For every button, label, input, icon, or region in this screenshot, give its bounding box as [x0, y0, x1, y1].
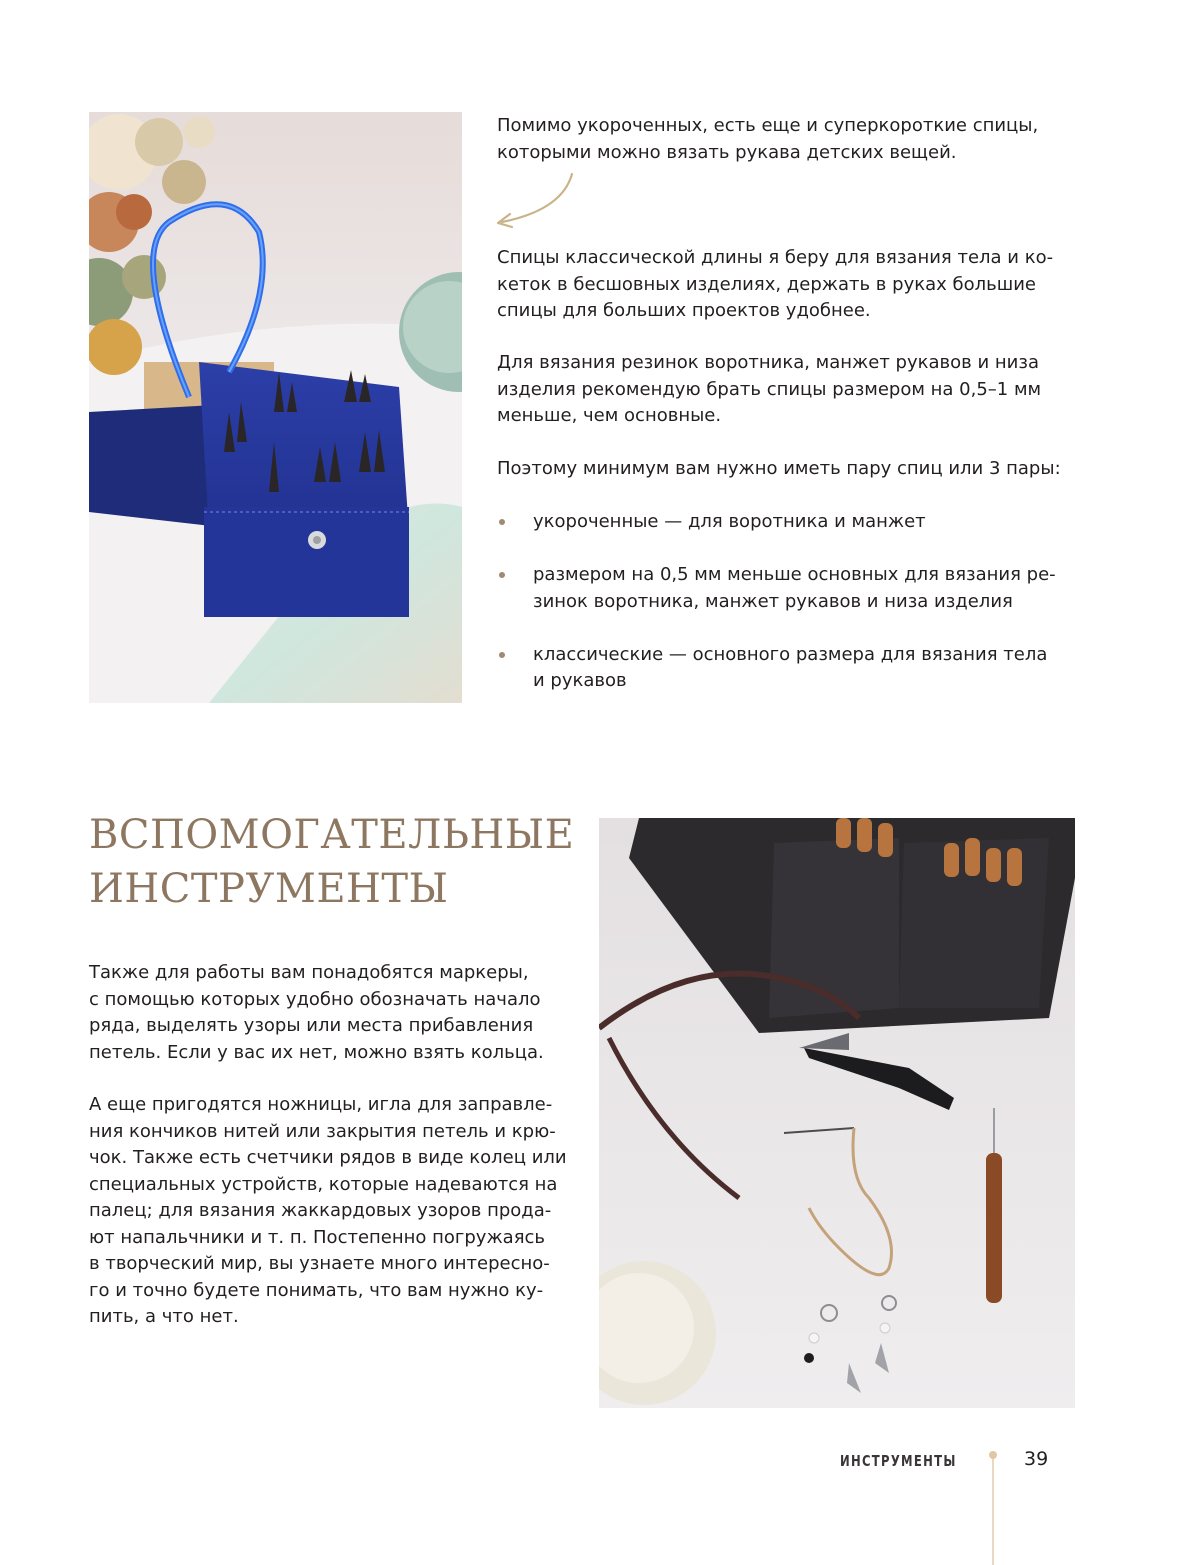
text-line: которыми можно вязать рукава детских вещей. [497, 141, 957, 163]
text-line: изделия рекомендую брать спицы размером на 0,5–1 мм [497, 378, 1042, 400]
text-line: ют напальчники и т. п. Постепенно погружаясь [89, 1226, 546, 1248]
text-line: А еще пригодятся ножницы, игла для заправле- [89, 1094, 553, 1115]
text-line: зинок воротника, манжет рукавов и низа изделия [533, 590, 1013, 612]
paragraph-other-tools [89, 1092, 567, 1331]
text-line: Поэтому минимум вам нужно иметь пару спиц или 3 пары: [497, 458, 1061, 479]
text-line: укороченные — для воротника и манжет [533, 511, 926, 532]
footer-divider [992, 1456, 994, 1565]
paragraph-markers [89, 960, 544, 1066]
curved-arrow-icon [492, 170, 578, 232]
bullet-icon [499, 519, 505, 525]
text-line: го и точно будете понимать, что вам нужно ку- [89, 1279, 544, 1301]
text-line: в творческий мир, вы узнаете много интересно- [89, 1253, 550, 1274]
text-line: размером на 0,5 мм меньше основных для вязания ре- [533, 564, 1056, 585]
heading-line: ВСПОМОГАТЕЛЬНЫЕ [89, 812, 575, 858]
text-line: кеток в бесшовных изделиях, держать в руках большие [497, 273, 1036, 295]
text-line: спицы для больших проектов удобнее. [497, 300, 871, 321]
text-line: Также для работы вам понадобятся маркеры, [89, 962, 529, 983]
text-line: петель. Если у вас их нет, можно взять кольца. [89, 1041, 544, 1063]
text-line: Спицы классической длины я беру для вязания тела и ко- [497, 247, 1054, 268]
text-line: и рукавов [533, 670, 627, 691]
paragraph-minimum-set [497, 456, 1061, 483]
bullet-icon [499, 652, 505, 658]
text-line: палец; для вязания жаккардовых узоров прода- [89, 1200, 552, 1221]
photo-needles-case [89, 112, 462, 703]
intro-note [497, 113, 1038, 166]
text-line: пить, а что нет. [89, 1306, 239, 1327]
page-number: 39 [1024, 1448, 1049, 1470]
text-line: чок. Также есть счетчики рядов в виде колец или [89, 1147, 567, 1168]
text-line: ния кончиков нитей или закрытия петель и крю- [89, 1120, 556, 1142]
text-line: ряда, выделять узоры или места прибавления [89, 1015, 534, 1036]
text-line: с помощью которых удобно обозначать начало [89, 988, 541, 1010]
text-line: меньше, чем основные. [497, 405, 722, 426]
list-item [497, 642, 1056, 695]
footer-dot-icon [989, 1451, 997, 1459]
text-line: классические — основного размера для вязания тела [533, 643, 1048, 665]
list-item [497, 509, 1056, 536]
text-line: Для вязания резинок воротника, манжет рукавов и низа [497, 352, 1039, 373]
bullet-icon [499, 572, 505, 578]
list-item [497, 562, 1056, 615]
photo-auxiliary-tools [599, 818, 1075, 1408]
paragraph-classic-needles [497, 245, 1053, 325]
paragraph-ribbing-needles [497, 350, 1041, 430]
needle-types-list [497, 509, 1056, 721]
text-line: специальных устройств, которые надеваются на [89, 1173, 558, 1195]
heading-line: ИНСТРУМЕНТЫ [89, 866, 449, 912]
footer-section-label: ИНСТРУМЕНТЫ [840, 1452, 957, 1470]
section-heading [89, 808, 574, 916]
text-line: Помимо укороченных, есть еще и суперкороткие спицы, [497, 115, 1039, 136]
